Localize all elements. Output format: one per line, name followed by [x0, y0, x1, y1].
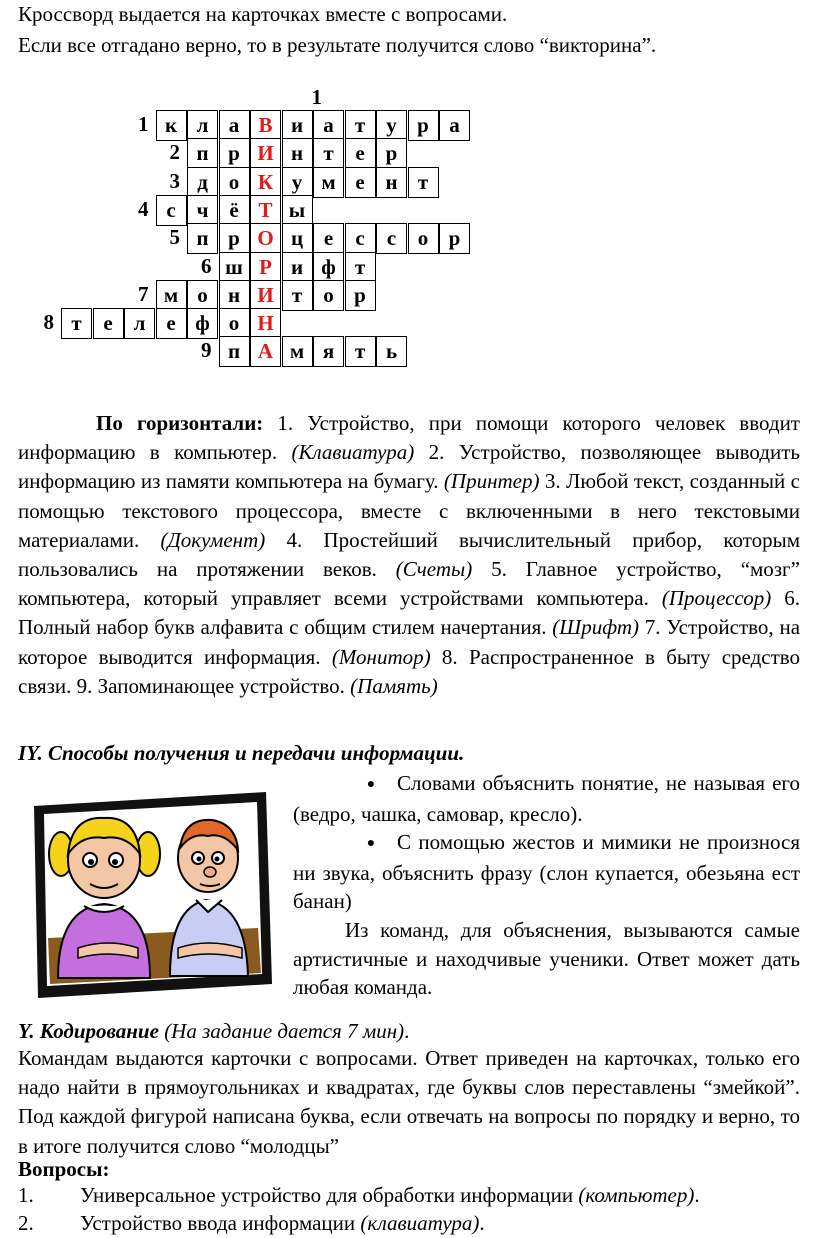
crossword-cell: р: [219, 138, 250, 169]
crossword-cell: н: [376, 167, 407, 198]
crossword-cell: я: [313, 336, 344, 367]
crossword-key-cell: А: [250, 336, 281, 367]
bullet-2: С помощью жестов и мимики не произнося ни звука, объяснить фразу (слон купается, обезьяна ест банан): [293, 830, 800, 914]
crossword-cell: т: [282, 280, 313, 311]
crossword-cell: т: [408, 167, 439, 198]
crossword-cell: а: [439, 110, 470, 141]
crossword-cell: р: [408, 110, 439, 141]
question-2: [18, 1211, 485, 1236]
question-end: .: [479, 1211, 485, 1235]
horizontal-heading: По горизонтали:: [96, 411, 264, 435]
clue-answer: (Клавиатура): [291, 440, 415, 465]
section5-heading: Y. Кодирование: [18, 1019, 159, 1043]
bullet-icon: ●: [366, 836, 376, 852]
crossword-cell: а: [313, 110, 344, 141]
clue-text: 1. Устройство, при помощи которого человек вводит информацию в компьютер.: [18, 411, 800, 465]
crossword-row-number: 5: [169, 225, 180, 250]
crossword-row-number: 3: [169, 168, 180, 193]
crossword-cell: е: [93, 308, 124, 339]
crossword-cell: о: [408, 223, 439, 254]
questions-heading: Вопросы:: [18, 1157, 110, 1181]
clue-answer: (Монитор): [331, 644, 431, 669]
crossword-cell: м: [282, 336, 313, 367]
crossword-cell: у: [376, 110, 407, 141]
crossword-cell: р: [376, 138, 407, 169]
crossword-cell: и: [282, 110, 313, 141]
crossword-row-number: 8: [43, 310, 54, 335]
crossword-cell: п: [187, 138, 218, 169]
crossword-cell: е: [313, 223, 344, 254]
crossword-cell: п: [219, 336, 250, 367]
bullet-1: Словами объяснить понятие, не называя его (ведро, чашка, самовар, кресло).: [293, 771, 800, 826]
crossword-row-number: 1: [138, 112, 149, 136]
crossword-row-number: 4: [138, 196, 149, 221]
crossword-cell: л: [124, 308, 155, 339]
crossword-cell: т: [61, 308, 92, 339]
crossword-cell: о: [187, 280, 218, 311]
clue-text: 5. Главное устройство, “мозг” компьютера, который управляет всеми устройствами компьютера.: [18, 557, 800, 611]
question-1: [18, 1183, 700, 1208]
crossword-key-cell: К: [250, 167, 281, 198]
clue-answer: (Документ): [160, 527, 266, 552]
clue-text: 4. Простейший вычислительный прибор, которым пользовались на протяжении веков.: [18, 527, 801, 582]
crossword-key-cell: И: [250, 138, 281, 169]
crossword-row-number: 7: [138, 281, 149, 306]
crossword-cell: ц: [282, 223, 313, 254]
crossword-cell: о: [313, 280, 344, 311]
crossword-cell: ч: [187, 195, 218, 226]
crossword-row-number: 6: [201, 253, 212, 278]
crossword-cell: м: [156, 280, 187, 311]
crossword-cell: р: [345, 280, 376, 311]
crossword-cell: м: [313, 167, 344, 198]
crossword-cell: с: [345, 223, 376, 254]
question-number: 1.: [18, 1183, 34, 1207]
crossword-cell: ф: [187, 308, 218, 339]
intro-line-2: Если все отгадано верно, то в результате получится слово “викторина”.: [18, 33, 657, 57]
crossword-cell: а: [219, 110, 250, 141]
clue-answer: (Шрифт): [552, 615, 639, 640]
section4-text: [293, 769, 800, 1002]
crossword-cell: с: [156, 195, 187, 226]
question-text: Устройство ввода информации: [80, 1211, 361, 1235]
crossword-cell: л: [187, 110, 218, 141]
crossword-cell: т: [313, 138, 344, 169]
crossword-key-cell: Р: [250, 252, 281, 283]
crossword-cell: е: [345, 138, 376, 169]
crossword-cell: н: [282, 138, 313, 169]
crossword-cell: ы: [282, 195, 313, 226]
crossword-cell: ш: [219, 252, 250, 283]
question-answer: (клавиатура): [360, 1211, 480, 1235]
crossword-cell: р: [439, 223, 470, 254]
clue-text: 9. Запоминающее устройство.: [76, 673, 351, 698]
crossword-cell: е: [345, 167, 376, 198]
crossword-cell: с: [376, 223, 407, 254]
horizontal-clues: [18, 409, 800, 701]
clue-text: 7. Устройство, на которое выводится информация.: [18, 615, 801, 669]
question-answer: (компьютер): [578, 1183, 695, 1207]
crossword-cell: о: [219, 167, 250, 198]
crossword-key-cell: И: [250, 280, 281, 311]
clue-text: 3. Любой текст, созданный с помощью текстового процессора, вместе с включенными в него текстовыми материалами.: [18, 469, 800, 552]
intro-line-1: Кроссворд выдается на карточках вместе с вопросами.: [18, 2, 508, 26]
section4-para: Из команд, для объяснения, вызываются самые артистичные и находчивые ученики. Ответ может дать любая команда.: [293, 917, 800, 1000]
crossword-key-cell: Т: [250, 195, 281, 226]
section5-para: Командам выдаются карточки с вопросами. Ответ приведен на карточках, только его надо найти в прямоугольниках и квадратах, где буквы слов переставлены “змейкой”. Под каждой фигурой написана буква, если отвечать на вопросы по порядку и верно, то в итоге получится слово “молодцы”: [18, 1046, 800, 1158]
crossword-row-number: 9: [201, 338, 212, 363]
crossword-row-number: 2: [169, 140, 180, 165]
crossword-key-cell: В: [250, 110, 281, 141]
clue-answer: (Счеты): [395, 557, 473, 582]
crossword-cell: п: [187, 223, 218, 254]
crossword-cell: р: [219, 223, 250, 254]
crossword-cell: к: [156, 110, 187, 141]
crossword-key-cell: О: [250, 223, 281, 254]
crossword-cell: о: [219, 308, 250, 339]
crossword-cell: д: [187, 167, 218, 198]
crossword-cell: ё: [219, 195, 250, 226]
section4-heading: IY. Способы получения и передачи информации.: [18, 741, 465, 765]
clue-answer: (Процессор): [661, 586, 772, 611]
question-text: Универсальное устройство для обработки информации: [80, 1183, 579, 1207]
question-end: .: [694, 1183, 700, 1207]
crossword-cell: ь: [376, 336, 407, 367]
crossword-cell: и: [282, 252, 313, 283]
crossword-cell: е: [156, 308, 187, 339]
section5-heading-end: .: [404, 1019, 410, 1043]
crossword-cell: ф: [313, 252, 344, 283]
crossword-cell: у: [282, 167, 313, 198]
crossword-cell: н: [219, 280, 250, 311]
children-illustration: [28, 788, 273, 998]
question-number: 2.: [18, 1211, 34, 1235]
crossword-cell: т: [345, 252, 376, 283]
vertical-word-number: 1: [311, 85, 322, 109]
crossword-cell: т: [345, 336, 376, 367]
crossword-key-cell: Н: [250, 308, 281, 339]
clue-text: 2. Устройство, позволяющее выводить информацию из памяти компьютера на бумагу.: [18, 440, 800, 494]
clue-text: 8. Распространенное в быту средство связи.: [18, 644, 801, 698]
clue-text: 6. Полный набор букв алфавита с общим стилем начертания.: [18, 586, 801, 640]
section5-heading-line: [18, 1019, 409, 1044]
clue-answer: (Принтер): [443, 469, 540, 494]
section5-note: (На задание дается 7 мин): [158, 1019, 405, 1043]
clue-answer: (Память): [350, 673, 438, 698]
crossword-cell: т: [345, 110, 376, 141]
bullet-icon: ●: [366, 777, 376, 792]
